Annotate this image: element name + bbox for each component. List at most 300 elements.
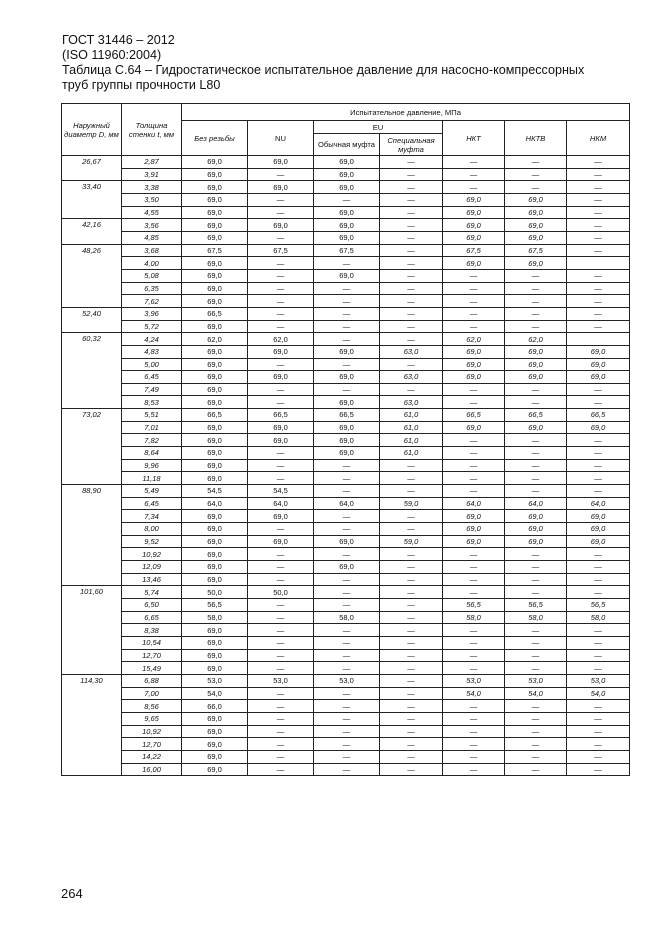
table-row <box>62 156 630 169</box>
pressure-cell: 69,0 <box>182 573 248 586</box>
pressure-cell: 69,0 <box>314 345 380 358</box>
pressure-cell: 56,5 <box>182 598 248 611</box>
table-row <box>62 598 630 611</box>
table-row <box>62 257 630 270</box>
wall-thickness-cell: 12,70 <box>122 738 182 751</box>
wall-thickness-cell: 11,18 <box>122 472 182 485</box>
pressure-cell: 69,0 <box>314 535 380 548</box>
wall-thickness-cell: 3,91 <box>122 168 182 181</box>
pressure-cell: — <box>314 523 380 536</box>
wall-thickness-cell: 7,49 <box>122 383 182 396</box>
pressure-cell: 54,0 <box>182 687 248 700</box>
pressure-cell: — <box>248 383 314 396</box>
pressure-cell: — <box>314 333 380 346</box>
pressure-cell: — <box>567 156 630 169</box>
pressure-cell: — <box>314 586 380 599</box>
pressure-cell: 69,0 <box>314 447 380 460</box>
pressure-cell: 69,0 <box>182 383 248 396</box>
wall-thickness-cell: 12,09 <box>122 561 182 574</box>
pressure-cell: — <box>505 156 567 169</box>
pressure-cell: 64,0 <box>505 497 567 510</box>
wall-thickness-cell: 8,00 <box>122 523 182 536</box>
pressure-cell: — <box>380 181 443 194</box>
pressure-cell: — <box>505 269 567 282</box>
pressure-cell: — <box>443 472 505 485</box>
pressure-cell: — <box>505 472 567 485</box>
wall-thickness-cell: 5,74 <box>122 586 182 599</box>
pressure-cell: 69,0 <box>182 548 248 561</box>
table-row <box>62 674 630 687</box>
pressure-cell: 69,0 <box>443 523 505 536</box>
pressure-cell: 69,0 <box>314 168 380 181</box>
pressure-cell: — <box>505 725 567 738</box>
pressure-cell: — <box>380 598 443 611</box>
pressure-cell: — <box>314 763 380 776</box>
pressure-cell: — <box>443 624 505 637</box>
pressure-cell: 69,0 <box>182 156 248 169</box>
table-row <box>62 649 630 662</box>
header-nkm: НКМ <box>567 121 630 156</box>
pressure-cell: — <box>380 472 443 485</box>
pressure-cell: 58,0 <box>567 611 630 624</box>
pressure-cell: — <box>380 244 443 257</box>
pressure-cell: — <box>380 485 443 498</box>
pressure-cell: — <box>314 307 380 320</box>
pressure-cell: — <box>443 396 505 409</box>
header-nkt: НКТ <box>443 121 505 156</box>
pressure-cell: 64,0 <box>314 497 380 510</box>
pressure-cell: — <box>380 383 443 396</box>
wall-thickness-cell: 4,55 <box>122 206 182 219</box>
pressure-cell: 69,0 <box>182 447 248 460</box>
wall-thickness-cell: 3,96 <box>122 307 182 320</box>
pressure-cell: — <box>567 168 630 181</box>
pressure-cell: — <box>505 750 567 763</box>
pressure-cell: 69,0 <box>314 396 380 409</box>
pressure-cell: 61,0 <box>380 421 443 434</box>
pressure-cell: 69,0 <box>182 371 248 384</box>
pressure-cell: 69,0 <box>314 371 380 384</box>
pressure-cell: — <box>443 383 505 396</box>
pressure-cell: — <box>380 586 443 599</box>
table-row <box>62 383 630 396</box>
pressure-cell: 63,0 <box>380 345 443 358</box>
pressure-cell: — <box>567 181 630 194</box>
pressure-cell: 69,0 <box>182 358 248 371</box>
table-row <box>62 269 630 282</box>
pressure-cell: 69,0 <box>505 535 567 548</box>
pressure-cell: — <box>567 573 630 586</box>
pressure-cell: — <box>248 611 314 624</box>
pressure-cell: — <box>248 193 314 206</box>
table-row <box>62 750 630 763</box>
pressure-cell: 69,0 <box>248 434 314 447</box>
pressure-cell: — <box>314 662 380 675</box>
pressure-cell: — <box>248 687 314 700</box>
wall-thickness-cell: 8,53 <box>122 396 182 409</box>
pressure-cell: 69,0 <box>248 371 314 384</box>
pressure-cell: — <box>443 548 505 561</box>
pressure-cell: — <box>314 624 380 637</box>
pressure-cell: — <box>443 662 505 675</box>
pressure-cell: — <box>248 548 314 561</box>
wall-thickness-cell: 5,00 <box>122 358 182 371</box>
pressure-cell: — <box>567 459 630 472</box>
pressure-cell: 69,0 <box>248 156 314 169</box>
pressure-cell: — <box>505 485 567 498</box>
pressure-cell: 66,5 <box>182 307 248 320</box>
pressure-cell: 62,0 <box>443 333 505 346</box>
pressure-cell <box>567 257 630 270</box>
pressure-cell: — <box>248 561 314 574</box>
wall-thickness-cell: 7,01 <box>122 421 182 434</box>
pressure-cell: 69,0 <box>182 459 248 472</box>
wall-thickness-cell: 5,49 <box>122 485 182 498</box>
wall-thickness-cell: 10,92 <box>122 548 182 561</box>
pressure-cell: 66,5 <box>567 409 630 422</box>
table-row <box>62 282 630 295</box>
pressure-cell: — <box>567 396 630 409</box>
pressure-cell: — <box>380 282 443 295</box>
table-row <box>62 548 630 561</box>
pressure-cell: — <box>443 485 505 498</box>
pressure-cell: — <box>567 320 630 333</box>
pressure-cell: 69,0 <box>505 358 567 371</box>
outer-diameter-cell: 33,40 <box>62 181 122 219</box>
outer-diameter-cell: 114,30 <box>62 674 122 775</box>
pressure-cell: — <box>505 282 567 295</box>
pressure-cell: — <box>248 447 314 460</box>
wall-thickness-cell: 5,72 <box>122 320 182 333</box>
wall-thickness-cell: 3,56 <box>122 219 182 232</box>
table-row <box>62 485 630 498</box>
pressure-cell: — <box>505 573 567 586</box>
pressure-cell: 69,0 <box>182 636 248 649</box>
pressure-cell: — <box>248 636 314 649</box>
pressure-cell: 69,0 <box>505 371 567 384</box>
pressure-cell: — <box>443 434 505 447</box>
pressure-cell: — <box>443 586 505 599</box>
pressure-cell: — <box>567 447 630 460</box>
outer-diameter-cell: 101,60 <box>62 586 122 675</box>
pressure-cell: 69,0 <box>505 193 567 206</box>
pressure-cell: — <box>567 472 630 485</box>
pressure-cell: — <box>248 573 314 586</box>
table-row <box>62 586 630 599</box>
pressure-cell: 69,0 <box>314 421 380 434</box>
pressure-cell: — <box>314 636 380 649</box>
pressure-cell: 69,0 <box>182 763 248 776</box>
pressure-cell: 69,0 <box>505 231 567 244</box>
table-row <box>62 472 630 485</box>
pressure-cell: — <box>505 763 567 776</box>
pressure-cell: — <box>567 269 630 282</box>
pressure-cell: — <box>248 396 314 409</box>
wall-thickness-cell: 5,51 <box>122 409 182 422</box>
pressure-cell: 69,0 <box>314 219 380 232</box>
pressure-cell: 69,0 <box>443 345 505 358</box>
pressure-cell: — <box>443 561 505 574</box>
pressure-cell: — <box>443 712 505 725</box>
pressure-cell: — <box>505 548 567 561</box>
pressure-cell: 69,0 <box>443 193 505 206</box>
table-row <box>62 611 630 624</box>
pressure-cell: 69,0 <box>182 712 248 725</box>
pressure-cell: 53,0 <box>182 674 248 687</box>
pressure-cell: 69,0 <box>182 193 248 206</box>
wall-thickness-cell: 6,45 <box>122 371 182 384</box>
pressure-cell: — <box>567 206 630 219</box>
iso-reference: (ISO 11960:2004) <box>62 48 162 62</box>
header-test-pressure: Испытательное давление, МПа <box>182 104 630 121</box>
pressure-cell: 69,0 <box>182 257 248 270</box>
pressure-cell: — <box>443 447 505 460</box>
pressure-cell: 56,5 <box>443 598 505 611</box>
table-row <box>62 687 630 700</box>
pressure-cell: — <box>314 725 380 738</box>
pressure-cell: — <box>248 598 314 611</box>
pressure-cell: — <box>443 459 505 472</box>
pressure-cell: — <box>567 383 630 396</box>
pressure-cell: — <box>380 156 443 169</box>
pressure-cell: 69,0 <box>182 269 248 282</box>
pressure-cell: — <box>248 320 314 333</box>
pressure-cell: 69,0 <box>182 750 248 763</box>
pressure-cell: — <box>380 548 443 561</box>
table-row <box>62 573 630 586</box>
pressure-cell: 69,0 <box>182 662 248 675</box>
pressure-cell: — <box>314 257 380 270</box>
pressure-cell: — <box>314 649 380 662</box>
pressure-cell: 69,0 <box>182 472 248 485</box>
table-row <box>62 206 630 219</box>
standard-number: ГОСТ 31446 – 2012 <box>62 33 175 47</box>
pressure-cell: — <box>248 307 314 320</box>
table-row <box>62 523 630 536</box>
pressure-cell: 69,0 <box>182 535 248 548</box>
header-eu: EU <box>314 121 443 134</box>
pressure-cell: 58,0 <box>182 611 248 624</box>
wall-thickness-cell: 8,56 <box>122 700 182 713</box>
pressure-cell: — <box>567 586 630 599</box>
pressure-cell: 69,0 <box>182 396 248 409</box>
pressure-cell: 69,0 <box>182 219 248 232</box>
pressure-cell: — <box>314 700 380 713</box>
table-row <box>62 231 630 244</box>
pressure-cell: 50,0 <box>248 586 314 599</box>
pressure-cell: — <box>380 510 443 523</box>
pressure-cell: — <box>314 712 380 725</box>
table-row <box>62 561 630 574</box>
pressure-cell: 54,0 <box>443 687 505 700</box>
pressure-cell: — <box>314 687 380 700</box>
wall-thickness-cell: 6,50 <box>122 598 182 611</box>
pressure-cell: — <box>380 257 443 270</box>
pressure-cell: — <box>443 649 505 662</box>
wall-thickness-cell: 6,45 <box>122 497 182 510</box>
pressure-cell: 53,0 <box>505 674 567 687</box>
pressure-cell: — <box>505 700 567 713</box>
pressure-cell: — <box>505 636 567 649</box>
table-row <box>62 333 630 346</box>
pressure-cell: 59,0 <box>380 497 443 510</box>
table-row <box>62 193 630 206</box>
pressure-cell: 69,0 <box>505 523 567 536</box>
pressure-cell: 69,0 <box>182 181 248 194</box>
table-row <box>62 168 630 181</box>
pressure-cell: — <box>380 206 443 219</box>
pressure-cell: 67,5 <box>182 244 248 257</box>
pressure-cell: 67,5 <box>314 244 380 257</box>
pressure-cell: — <box>314 472 380 485</box>
pressure-cell: 69,0 <box>182 345 248 358</box>
pressure-cell: — <box>248 700 314 713</box>
pressure-cell: — <box>248 295 314 308</box>
pressure-cell: — <box>314 548 380 561</box>
table-row <box>62 662 630 675</box>
pressure-cell: 69,0 <box>182 231 248 244</box>
pressure-cell: — <box>505 712 567 725</box>
pressure-cell: — <box>314 383 380 396</box>
pressure-cell: 69,0 <box>505 257 567 270</box>
pressure-cell: — <box>567 231 630 244</box>
pressure-cell: — <box>248 168 314 181</box>
pressure-cell: 66,0 <box>182 700 248 713</box>
pressure-cell: 69,0 <box>182 561 248 574</box>
pressure-cell: — <box>443 282 505 295</box>
pressure-cell: — <box>567 750 630 763</box>
pressure-cell: — <box>505 320 567 333</box>
pressure-cell: — <box>380 649 443 662</box>
table-row <box>62 244 630 257</box>
pressure-cell: 69,0 <box>505 206 567 219</box>
pressure-cell: — <box>443 636 505 649</box>
pressure-cell: 54,5 <box>248 485 314 498</box>
pressure-cell: 54,0 <box>505 687 567 700</box>
pressure-cell: — <box>443 573 505 586</box>
pressure-cell: 69,0 <box>567 523 630 536</box>
pressure-cell: 63,0 <box>380 371 443 384</box>
wall-thickness-cell: 2,87 <box>122 156 182 169</box>
wall-thickness-cell: 15,49 <box>122 662 182 675</box>
pressure-cell: — <box>567 307 630 320</box>
wall-thickness-cell: 3,50 <box>122 193 182 206</box>
pressure-cell: — <box>248 282 314 295</box>
wall-thickness-cell: 16,00 <box>122 763 182 776</box>
table-row <box>62 181 630 194</box>
pressure-cell: 69,0 <box>443 358 505 371</box>
pressure-cell: 66,5 <box>314 409 380 422</box>
pressure-cell: — <box>567 561 630 574</box>
pressure-cell: 69,0 <box>182 421 248 434</box>
pressure-cell: — <box>314 573 380 586</box>
wall-thickness-cell: 4,85 <box>122 231 182 244</box>
pressure-cell: — <box>443 738 505 751</box>
wall-thickness-cell: 5,08 <box>122 269 182 282</box>
pressure-cell: — <box>567 193 630 206</box>
pressure-cell: 69,0 <box>182 282 248 295</box>
table-row <box>62 510 630 523</box>
pressure-cell: 69,0 <box>567 358 630 371</box>
wall-thickness-cell: 3,68 <box>122 244 182 257</box>
pressure-cell: — <box>443 307 505 320</box>
header-plain-end: Без резьбы <box>182 121 248 156</box>
pressure-cell: 53,0 <box>248 674 314 687</box>
header-nktv: НКТВ <box>505 121 567 156</box>
pressure-cell: — <box>248 649 314 662</box>
pressure-cell: 61,0 <box>380 434 443 447</box>
pressure-cell: — <box>443 700 505 713</box>
wall-thickness-cell: 9,65 <box>122 712 182 725</box>
wall-thickness-cell: 6,88 <box>122 674 182 687</box>
pressure-cell: 69,0 <box>248 535 314 548</box>
pressure-cell: 64,0 <box>248 497 314 510</box>
header-outer-diameter: Наружный диаметр D, мм <box>62 104 122 156</box>
wall-thickness-cell: 9,96 <box>122 459 182 472</box>
pressure-cell: 69,0 <box>248 345 314 358</box>
pressure-cell: — <box>443 168 505 181</box>
table-row <box>62 295 630 308</box>
pressure-cell: 53,0 <box>443 674 505 687</box>
pressure-cell: — <box>380 725 443 738</box>
pressure-cell: — <box>567 282 630 295</box>
table-row <box>62 421 630 434</box>
wall-thickness-cell: 10,92 <box>122 725 182 738</box>
pressure-cell: 62,0 <box>182 333 248 346</box>
pressure-cell: — <box>380 750 443 763</box>
pressure-cell: — <box>314 598 380 611</box>
pressure-cell: — <box>380 168 443 181</box>
pressure-cell: 69,0 <box>182 510 248 523</box>
pressure-cell: 69,0 <box>314 434 380 447</box>
pressure-cell: — <box>380 295 443 308</box>
pressure-cell: — <box>380 763 443 776</box>
wall-thickness-cell: 7,62 <box>122 295 182 308</box>
outer-diameter-cell: 88,90 <box>62 485 122 586</box>
table-row <box>62 459 630 472</box>
table-row <box>62 624 630 637</box>
wall-thickness-cell: 4,00 <box>122 257 182 270</box>
pressure-cell: 69,0 <box>567 421 630 434</box>
outer-diameter-cell: 26,67 <box>62 156 122 181</box>
pressure-table <box>61 103 630 776</box>
pressure-cell: — <box>443 320 505 333</box>
outer-diameter-cell: 48,26 <box>62 244 122 307</box>
pressure-cell: 58,0 <box>505 611 567 624</box>
pressure-cell: — <box>248 523 314 536</box>
pressure-cell: 69,0 <box>443 371 505 384</box>
pressure-cell: — <box>567 295 630 308</box>
pressure-cell: 69,0 <box>182 649 248 662</box>
table-row <box>62 434 630 447</box>
wall-thickness-cell: 7,00 <box>122 687 182 700</box>
pressure-cell: 69,0 <box>443 206 505 219</box>
pressure-cell: — <box>380 624 443 637</box>
table-row <box>62 725 630 738</box>
pressure-cell: — <box>314 320 380 333</box>
pressure-cell: — <box>567 738 630 751</box>
pressure-cell: — <box>248 358 314 371</box>
pressure-cell: — <box>567 219 630 232</box>
pressure-cell: 56,5 <box>505 598 567 611</box>
table-body <box>62 156 630 776</box>
pressure-cell: — <box>505 307 567 320</box>
pressure-cell: — <box>567 649 630 662</box>
header-nu: NU <box>248 121 314 156</box>
pressure-cell: — <box>505 434 567 447</box>
pressure-cell: — <box>443 725 505 738</box>
pressure-cell: — <box>505 649 567 662</box>
